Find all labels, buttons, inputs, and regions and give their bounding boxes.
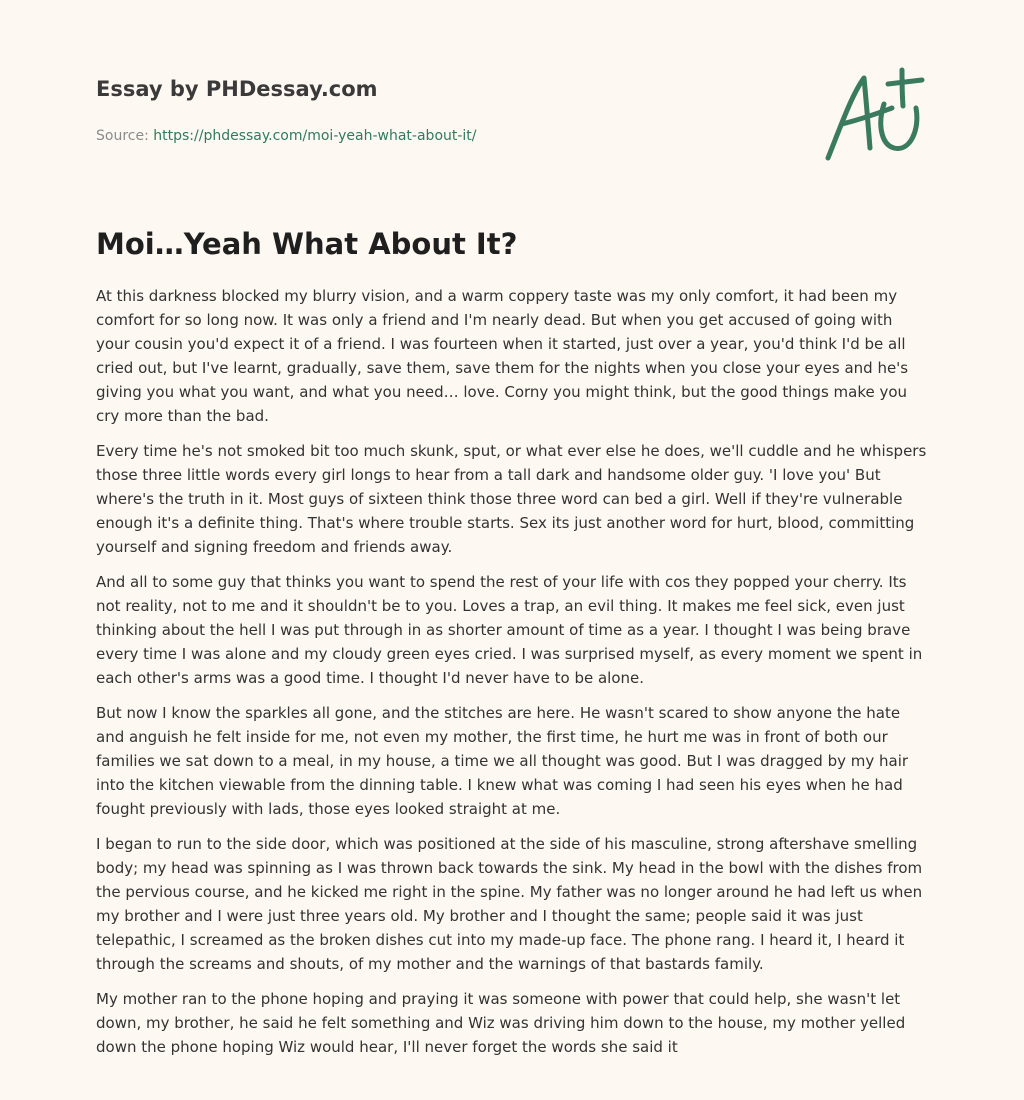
essay-paragraph: My mother ran to the phone hoping and praying it was someone with power that could help, she wasn't let down, my brother, he said he felt something and Wiz was driving him down to the house, my mother yelled down the phone hoping Wiz would hear, I'll never forget the words she said it (96, 990, 906, 1056)
essay-paragraph: I began to run to the side door, which was positioned at the side of his masculine, strong aftershave smelling body; my head was spinning as I was thrown back towards the sink. My head in the bowl with the dishes from the pervious course, and he kicked me right in the spine. My father was no longer around he had left us when my brother and I were just three years old. My brother and I thought the same; people said it was just telepathic, I screamed as the broken dishes cut into my made-up face. The phone rang. I heard it, I heard it through the screams and shouts, of my mother and the warnings of that bastards family. (96, 835, 923, 973)
essay-paragraph: And all to some guy that thinks you want to spend the rest of your life with cos they popped your cherry. Its not reality, not to me and it shouldn't be to you. Loves a trap, an evil thing. It makes me feel sick, even just thinking about the hell I was put through in as shorter amount of time as a year. I thought I was being brave every time I was alone and my cloudy green eyes cried. I was surprised myself, as every moment we spent in each other's arms was a good time. I thought I'd never have to be alone. (96, 573, 923, 687)
essay-body (96, 284, 928, 1070)
essay-paragraph: At this darkness blocked my blurry vision, and a warm coppery taste was my only comfort, it had been my comfort for so long now. It was only a friend and I'm nearly dead. But when you get accused of going with your cousin you'd expect it of a friend. I was fourteen when it started, just over a year, you'd think I'd be all cried out, but I've learnt, gradually, save them, save them for the nights when you close your eyes and he's giving you what you want, and what you need… love. Corny you might think, but the good things make you cry more than the bad. (96, 287, 909, 425)
essay-header (96, 74, 796, 146)
essay-paragraph: Every time he's not smoked bit too much skunk, sput, or what ever else he does, we'll cuddle and he whispers those three little words every girl longs to hear from a tall dark and handsome older guy. 'I love you' But where's the truth in it. Most guys of sixteen think those three word can bed a girl. Well if they're vulnerable enough it's a definite thing. That's where trouble starts. Sex its just another word for hurt, blood, committing yourself and signing freedom and friends away. (96, 442, 927, 556)
source-label: Source: (96, 128, 154, 144)
essay-paragraph: But now I know the sparkles all gone, and the stitches are here. He wasn't scared to show anyone the hate and anguish he felt inside for me, not even my mother, the first time, he hurt me was in front of both our families we sat down to a meal, in my house, a time we all thought was good. But I was dragged by my hair into the kitchen viewable from the dinning table. I knew what was coming I had seen his eyes when he had fought previously with lads, those eyes looked straight at me. (96, 704, 909, 818)
source-line (96, 126, 796, 146)
source-link[interactable]: https://phdessay.com/moi-yeah-what-about-it/ (153, 128, 477, 144)
essay-title: Moi…Yeah What About It? (96, 227, 518, 261)
a-plus-logo-icon (818, 64, 934, 168)
site-brand: Essay by PHDessay.com (96, 77, 378, 101)
